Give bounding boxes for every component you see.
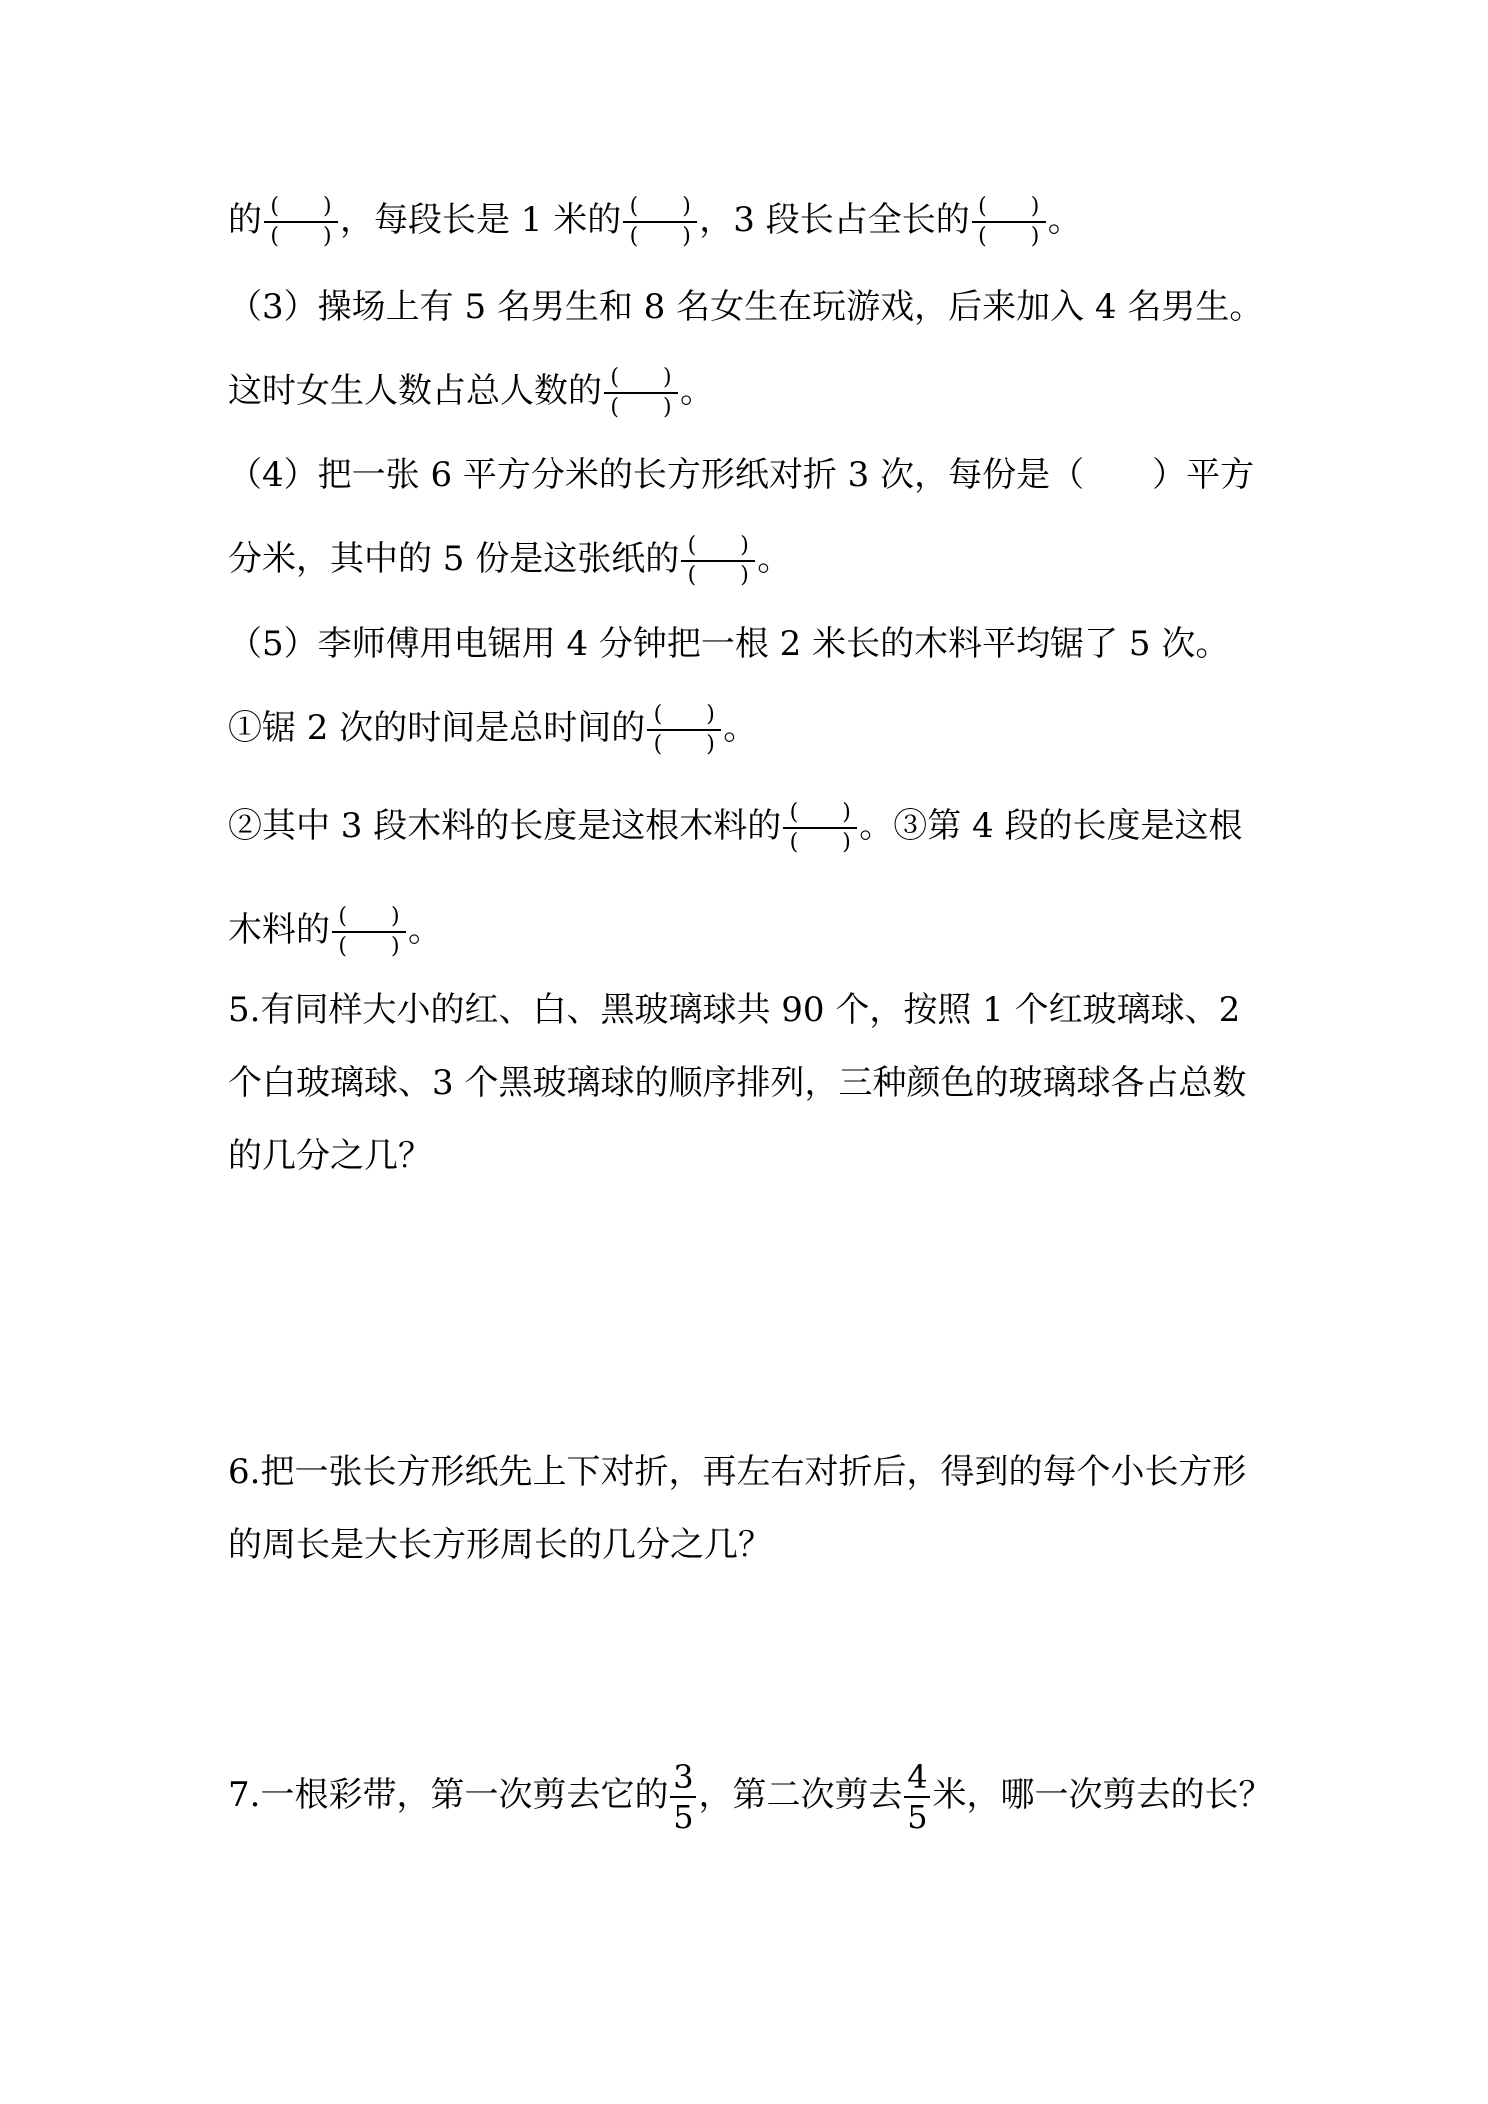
question-4-5: （5）李师傅用电锯用 4 分钟把一根 2 米长的木料平均锯了 5 次。 — [228, 624, 1230, 664]
line-1: 的 $\frac{( )}{( )}$ ，每段长是 1 米的 $\frac{( )}{( )}$ ，3 段长占全长的 $\frac{( )}{( )}$ 。 — [228, 194, 1082, 249]
blank-fraction[interactable]: $\frac{( )}{( )}$ — [681, 535, 755, 587]
line-8: ②其中 3 段木料的长度是这根木料的 $\frac{( )}{( )}$ 。③第 4 段的长度是这根 — [228, 800, 1243, 855]
line-3: 这时女生人数占总人数的 $\frac{( )}{( )}$ 。 — [228, 365, 714, 420]
blank-fraction[interactable]: $\frac{( )}{( )}$ — [332, 906, 406, 958]
question-4-4: （4）把一张 6 平方分米的长方形纸对折 3 次，每份是（ ）平方 — [228, 455, 1255, 495]
question-6-line-1: 6.把一张长方形纸先上下对折，再左右对折后，得到的每个小长方形 — [228, 1452, 1247, 1492]
question-5-line-1: 5.有同样大小的红、白、黑玻璃球共 90 个，按照 1 个红玻璃球、2 — [228, 990, 1241, 1030]
blank-fraction[interactable]: $\frac{( )}{( )}$ — [623, 196, 697, 248]
question-4-3: （3）操场上有 5 名男生和 8 名女生在玩游戏，后来加入 4 名男生。 — [228, 287, 1264, 327]
line-7: ①锯 2 次的时间是总时间的 $\frac{( )}{( )}$ 。 — [228, 702, 758, 757]
line-5: 分米，其中的 5 份是这张纸的 $\frac{( )}{( )}$ 。 — [228, 533, 792, 588]
question-5-line-2: 个白玻璃球、3 个黑玻璃球的顺序排列，三种颜色的玻璃球各占总数 — [228, 1063, 1247, 1103]
fraction-four-fifths: $\frac{4}{5}$ — [904, 1760, 930, 1834]
blank-fraction[interactable]: $\frac{( )}{( )}$ — [972, 196, 1046, 248]
fraction-three-fifths: $\frac{3}{5}$ — [670, 1760, 696, 1834]
question-5-line-3: 的几分之几？ — [228, 1136, 432, 1176]
line-9: 木料的 $\frac{( )}{( )}$ 。 — [228, 904, 442, 959]
blank-fraction[interactable]: $\frac{( )}{( )}$ — [604, 367, 678, 419]
question-6-line-2: 的周长是大长方形周长的几分之几？ — [228, 1525, 772, 1565]
blank-fraction[interactable]: $\frac{( )}{( )}$ — [264, 196, 338, 248]
blank-fraction[interactable]: $\frac{( )}{( )}$ — [647, 704, 721, 756]
blank-fraction[interactable]: $\frac{( )}{( )}$ — [783, 802, 857, 854]
question-7: 7.一根彩带，第一次剪去它的 $\frac{3}{5}$ ，第二次剪去 $\frac{4}{5}$ 米，哪一次剪去的长？ — [228, 1758, 1273, 1836]
